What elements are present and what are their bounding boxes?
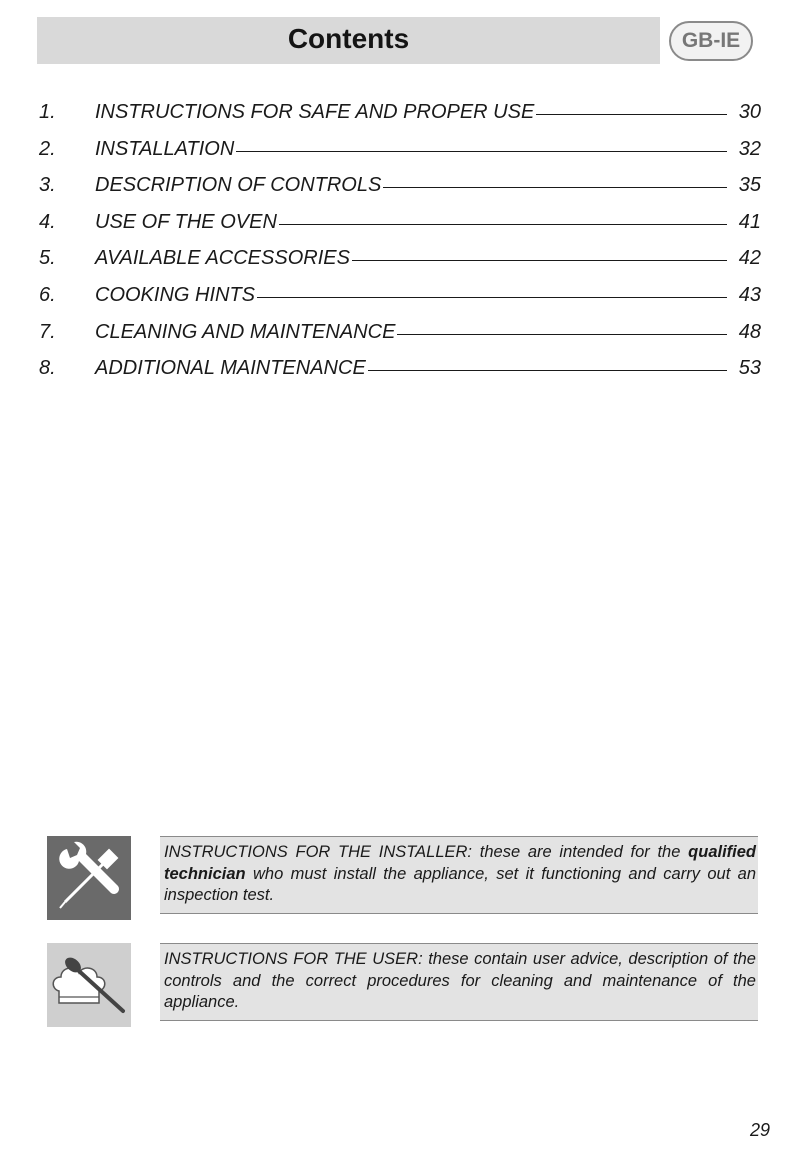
toc-entry-page: 35 — [738, 174, 761, 197]
toc-entry-title: ADDITIONAL MAINTENANCE — [95, 357, 366, 380]
toc-entry-title: CLEANING AND MAINTENANCE — [95, 320, 396, 343]
toc-leader-line — [383, 187, 727, 188]
user-note — [47, 943, 759, 1027]
toc-entry-number: 1. — [39, 101, 56, 123]
toc-entry-title: AVAILABLE ACCESSORIES — [95, 247, 350, 270]
toc-entry-number: 7. — [39, 320, 56, 343]
toc-entry-page: 53 — [738, 357, 761, 380]
toc-entry-page: 42 — [738, 247, 761, 270]
installer-note-text: INSTRUCTIONS FOR THE INSTALLER: these are intended for the qualified technician who must install the appliance, set it functioning and carry out an inspection test. — [164, 843, 756, 904]
user-note-box — [160, 943, 758, 1021]
toc-entry-title: USE OF THE OVEN — [95, 210, 277, 233]
toc-entry-1[interactable] — [0, 96, 808, 128]
toc-entry-page: 41 — [738, 210, 761, 233]
header-bar — [37, 17, 660, 64]
toc-leader-line — [536, 114, 727, 115]
toc-leader-line — [352, 260, 727, 261]
installer-note — [47, 836, 759, 920]
toc-entry-5[interactable] — [0, 242, 808, 274]
toc-entry-page: 30 — [738, 101, 761, 123]
chef-hat-spoon-icon — [47, 943, 131, 1027]
toc-entry-title: INSTRUCTIONS FOR SAFE AND PROPER USE — [95, 101, 535, 123]
toc-entry-number: 5. — [39, 247, 56, 270]
toc-entry-number: 4. — [39, 210, 56, 233]
toc-entry-number: 6. — [39, 284, 56, 306]
toc-leader-line — [236, 151, 727, 152]
toc-entry-6[interactable] — [0, 279, 808, 311]
installer-note-box — [160, 836, 758, 914]
toc-entry-7[interactable] — [0, 316, 808, 348]
toc-entry-title: DESCRIPTION OF CONTROLS — [95, 174, 382, 197]
toc-leader-line — [397, 334, 727, 335]
toc-entry-page: 43 — [738, 284, 761, 306]
installer-note-emphasis: qualified technician — [164, 843, 756, 883]
toc-entry-4[interactable] — [0, 206, 808, 238]
toc-entry-title: INSTALLATION — [95, 137, 235, 160]
wrench-screwdriver-icon — [47, 836, 131, 920]
toc-entry-title: COOKING HINTS — [95, 284, 256, 306]
toc-entry-page: 32 — [738, 137, 761, 160]
toc-entry-number: 2. — [39, 137, 56, 160]
page-title: Contents — [287, 23, 410, 54]
toc-entry-number: 3. — [39, 174, 56, 197]
toc-leader-line — [257, 297, 727, 298]
toc-leader-line — [279, 224, 727, 225]
toc-entry-8[interactable] — [0, 352, 808, 384]
toc-entry-page: 48 — [738, 320, 761, 343]
toc-entry-3[interactable] — [0, 169, 808, 201]
toc-leader-line — [368, 370, 727, 371]
toc-entry-2[interactable] — [0, 133, 808, 165]
page-number: 29 — [749, 1120, 770, 1140]
user-note-text: INSTRUCTIONS FOR THE USER: these contain user advice, description of the controls and the correct procedures for cleaning and maintenance of the appliance. — [164, 950, 756, 1011]
toc-entry-number: 8. — [39, 357, 56, 380]
language-badge: GB-IE — [669, 21, 753, 61]
